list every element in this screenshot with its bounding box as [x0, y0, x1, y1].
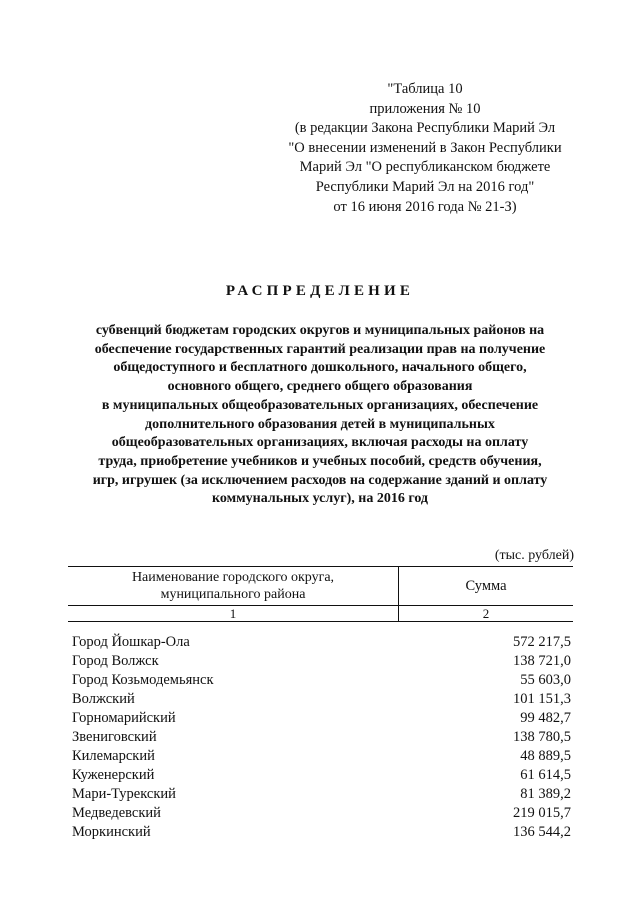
- district-name: Город Козьмодемьянск: [72, 672, 214, 688]
- table-header: [68, 566, 573, 622]
- subtitle-line: труда, приобретение учебников и учебных пособий, средств обучения,: [98, 453, 542, 469]
- table-row: [72, 652, 571, 671]
- units-label: (тыс. рублей): [494, 548, 574, 563]
- document-subtitle: [40, 322, 600, 509]
- header-line: "Таблица 10: [387, 81, 463, 97]
- subtitle-line: обеспечение государственных гарантий реализации прав на получение: [94, 341, 546, 357]
- header-line: приложения № 10: [369, 100, 481, 117]
- column-header-amount: Сумма: [465, 578, 507, 594]
- district-name: Город Йошкар-Ола: [72, 634, 190, 650]
- district-name: Куженерский: [72, 767, 155, 783]
- district-amount: 136 544,2: [513, 824, 571, 840]
- appendix-header: [270, 80, 580, 217]
- header-line: Республики Марий Эл на 2016 год": [315, 178, 535, 195]
- table-row: [72, 690, 571, 709]
- district-name: Килемарский: [72, 748, 155, 764]
- header-line: от 16 июня 2016 года № 21-З): [333, 198, 517, 215]
- header-line: "О внесении изменений в Закон Республики: [288, 139, 562, 156]
- document-title: РАСПРЕДЕЛЕНИЕ: [225, 283, 415, 299]
- column-header-name-line1: Наименование городского округа,: [131, 570, 335, 585]
- district-amount: 61 614,5: [520, 767, 571, 783]
- subtitle-line: общеобразовательных организациях, включая расходы на оплату: [111, 435, 529, 451]
- district-amount: 55 603,0: [520, 672, 571, 688]
- header-line: (в редакции Закона Республики Марий Эл: [294, 120, 556, 137]
- table-row: [72, 728, 571, 747]
- table-row: [72, 823, 571, 842]
- column-header-name: [68, 567, 398, 606]
- table-row: [72, 766, 571, 785]
- district-amount: 572 217,5: [513, 634, 571, 650]
- table-row: [72, 709, 571, 728]
- header-line: Марий Эл "О республиканском бюджете: [299, 159, 551, 176]
- district-name: Медведевский: [72, 805, 161, 821]
- district-name: Звениговский: [72, 729, 157, 745]
- table-row: [72, 671, 571, 690]
- subtitle-line: основного общего, среднего общего образования: [167, 379, 473, 395]
- column-number-1: 1: [229, 606, 237, 621]
- district-amount: 48 889,5: [520, 748, 571, 764]
- district-amount: 138 780,5: [513, 729, 571, 745]
- subtitle-line: в муниципальных общеобразовательных организациях, обеспечение: [101, 397, 539, 413]
- table-row: [72, 785, 571, 804]
- table-row: [72, 633, 571, 652]
- subtitle-line: коммунальных услуг), на 2016 год: [211, 491, 429, 507]
- table-row: [72, 804, 571, 823]
- district-amount: 99 482,7: [520, 710, 571, 726]
- district-amount: 138 721,0: [513, 653, 571, 669]
- subtitle-line: субвенций бюджетам городских округов и муниципальных районов на: [95, 323, 545, 338]
- table-body: [72, 633, 571, 842]
- district-name: Город Волжск: [72, 653, 159, 669]
- column-header-name-line2: муниципального района: [160, 587, 306, 602]
- district-amount: 101 151,3: [513, 691, 571, 707]
- table-row: [72, 747, 571, 766]
- subtitle-line: игр, игрушек (за исключением расходов на содержание зданий и оплату: [92, 472, 548, 488]
- district-amount: 219 015,7: [513, 805, 571, 821]
- column-number-2: 2: [482, 606, 490, 621]
- district-name: Моркинский: [72, 824, 151, 840]
- subtitle-line: дополнительного образования детей в муниципальных: [145, 416, 495, 432]
- district-name: Горномарийский: [72, 710, 176, 726]
- district-name: Мари-Турекский: [72, 786, 176, 802]
- district-amount: 81 389,2: [520, 786, 571, 802]
- district-name: Волжский: [72, 691, 135, 707]
- subtitle-line: общедоступного и бесплатного дошкольного, начального общего,: [113, 360, 527, 376]
